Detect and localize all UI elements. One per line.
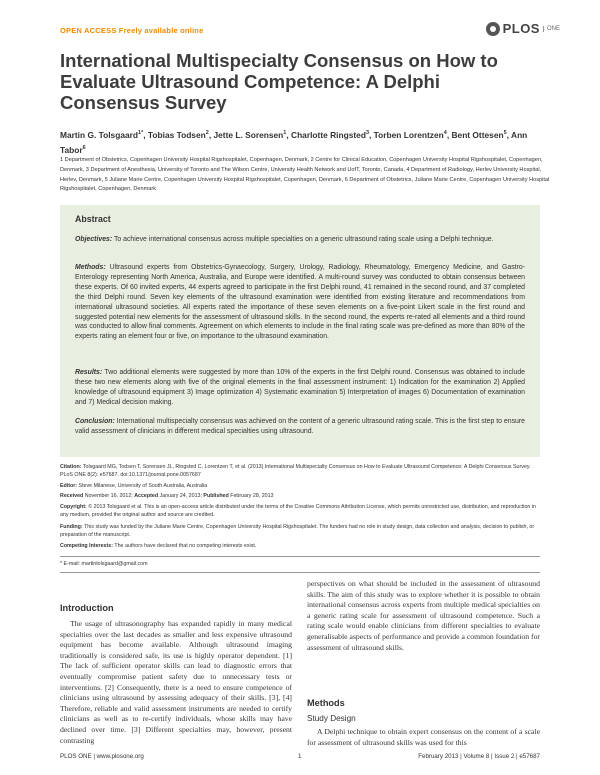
abstract-methods: Methods: Ultrasound experts from Obstetrics-Gynaecology, Surgery, Urology, Radiology, Rheumatology, Emergency Medicine, and Gastro-Enterology representing North America, Australia, and Europe were identified. A multi-round survey was conducted to obtain consensus between these experts. Of 60 invited experts, 44 experts agreed to participate in the first Delphi round, 41 remained in the second round, and 37 completed the third Delphi round. Seven key elements of the ultrasound examination were identified from existing literature and recommendations from international ultrasound societies. All experts rated the importance of these seven elements on a five-point Likert scale in the first round and suggested potential new elements for the assessment of ultrasound skills. In the second round, the experts re-rated all elements and a third round was conducted to allow final comments. Agreement on which elements to include in the final rating scale was pre-defined as more than 80% of the experts rating an element four or five, on importance to the ultrasound examination.: [75, 264, 525, 341]
open-access-banner: OPEN ACCESS Freely available online: [60, 26, 204, 35]
author: Ann Tabor$^6$: [60, 129, 528, 155]
abstract-box: [60, 205, 540, 457]
footer-issue: February 2013 | Volume 8 | Issue 2 | e57687: [418, 753, 540, 760]
intro-paragraph: The usage of ultrasonography has expanded rapidly in many medical specialties over the last decades as smaller and less expensive ultrasound equipment has become available. Although ultrasound imaging traditionally is considered safe, its use is highly operator dependent. [1] The lack of sufficient operator skills can lead to diagnostic errors that eventually compromise patient safety due to unnecessary tests or interventions. [2] Consequently, there is a need to ensure competence of clinicians using ultrasound by assessing adequacy of their skills. [3], [4] Therefore, reliable and valid assessment instruments are needed to certify clinicians as well as to re-certify individuals, whose skills may have declined over time. [3] Different specialties may, however, present contrasting: [60, 619, 292, 745]
study-design-column: [307, 727, 540, 748]
citation: Citation: Tolsgaard MG, Todsen T, Sorensen JL, Ringsted C, Lorentzen T, et al. (2013) International Multispecialty Consensus on How to Evaluate Ultrasound Competence: A Delphi Consensus Survey. PLoS ONE 8(2): e57687. doi:10.1371/journal.pone.0057687: [60, 464, 531, 479]
footer-journal: PLOS ONE | www.plosone.org: [60, 753, 144, 760]
abstract-heading: Abstract: [75, 214, 111, 224]
divider: [60, 556, 540, 557]
page-number: 1: [298, 753, 302, 760]
author-list: Martin G. Tolsgaard$^{1*}$, Tobias Todsen$^2$, Jette L. Sorensen$^1$, Charlotte Ringsted$^3$, Torben Lorentzen$^4$, Bent Ottesen$^5$, Ann Tabor$^6$: [60, 129, 528, 155]
author: Torben Lorentzen$^4$: [373, 129, 447, 140]
journal-logo: [486, 21, 560, 36]
abstract-conclusion: Conclusion: International multispecialty consensus was achieved on the content of a generic ultrasound rating scale. This is the first step to ensure valid assessment of clinicians in different medical specialties using ultrasound.: [75, 418, 525, 435]
article-title: International Multispecialty Consensus on How to Evaluate Ultrasound Competence: A Delphi Consensus Survey: [60, 50, 498, 113]
abstract-objectives: Objectives: To achieve international consensus across multiple specialties on a generic ultrasound rating scale using a Delphi technique.: [75, 236, 494, 243]
author: Jette L. Sorensen$^1$: [213, 129, 287, 140]
author: Bent Ottesen$^5$: [451, 129, 507, 140]
author: Martin G. Tolsgaard$^{1*}$: [60, 129, 144, 140]
competing-interests: Competing Interests: The authors have declared that no competing interests exist.: [60, 543, 257, 549]
right-column: [307, 579, 540, 653]
funding: Funding: This study was funded by the Juliane Marie Centre, Copenhagen University Hospital Rigshospitalet. The funders had no role in study design, data collection and analysis, decision to publish, or preparation of the manuscript.: [60, 524, 535, 539]
intro-column: [60, 619, 292, 746]
plos-logo-icon: [486, 22, 500, 36]
study-design-paragraph: A Delphi technique to obtain expert consensus on the content of a scale for assessment of ultrasound skills was used for this: [307, 727, 540, 747]
author: Charlotte Ringsted$^3$: [291, 129, 369, 140]
dates: Received November 16, 2012; Accepted January 24, 2013; Published February 28, 2013: [60, 493, 274, 499]
copyright: Copyright: © 2013 Tolsgaard et al. This is an open-access article distributed under the terms of the Creative Commons Attribution License, which permits unrestricted use, distribution, and reproduction in any medium, provided the original author and source are credited.: [60, 504, 536, 519]
section-heading-introduction: Introduction: [60, 603, 114, 613]
affiliations: 1 Department of Obstetrics, Copenhagen University Hospital Rigshospitalet, Copenhagen, Denmark, 2 Centre for Clinical Education, Copenhagen University Hospital Rigshospitalet, Copenhagen, Denmark, 3 Department of Anesthesia, University of Toronto and The Wilson Centre, University Health Network and UofT, Toronto, Canada, 4 Department of Radiology, Herlev University Hospital, Herlev, Denmark, 5 Juliane Marie Centre, Copenhagen University Hospital Rigshospitalet, Copenhagen, Denmark, 6 Department of Obstetrics, Juliane Marie Centre, Copenhagen University Hospital Rigshospitalet, Copenhagen, Denmark: [60, 157, 550, 193]
author: Tobias Todsen$^2$: [147, 129, 209, 140]
section-heading-methods: Methods: [307, 698, 345, 708]
journal-logo-text: PLOS: [502, 21, 540, 36]
email: * E-mail: martintolsgaard@gmail.com: [60, 561, 148, 567]
abstract-results: Results: Two additional elements were suggested by more than 10% of the experts in the first Delphi round. Consensus was obtained to include these two new elements along with five of the original elements in the final assessment instrument: 1) Indication for the examination 2) Applied knowledge of ultrasound equipment 3) Image optimization 4) Systematic examination 5) Interpretation of images 6) Documentation of examination and 7) Medical decision making.: [75, 369, 525, 406]
subsection-heading-study-design: Study Design: [307, 714, 356, 723]
right-paragraph: perspectives on what should be included in the assessment of ultrasound skills. The aim of this study was to explore whether it is possible to obtain international consensus across experts from multiple medical specialties on a generic rating scale for assessment of ultrasound competence. Such a rating scale would enable clinicians from different specialties to evaluate generalisable aspects of performance and provide a common foundation for assessment of ultrasound skills.: [307, 579, 540, 652]
editor: Editor: Steve Milanese, University of South Australia, Australia: [60, 483, 208, 489]
journal-logo-sub: ONE: [543, 26, 560, 32]
divider: [60, 572, 540, 573]
